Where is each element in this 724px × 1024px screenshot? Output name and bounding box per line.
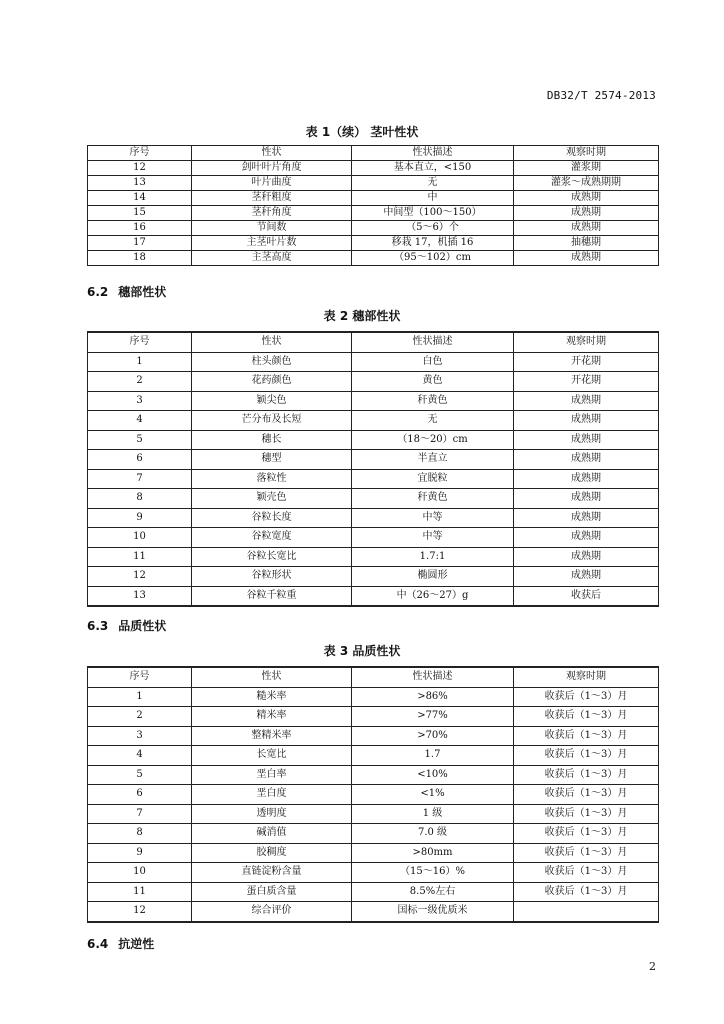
table-cell: 成熟期 [514, 221, 659, 236]
table-row [88, 765, 659, 785]
table-cell: 12 [88, 902, 192, 922]
table-cell: <10% [352, 765, 514, 785]
table-cell: 秆黄色 [352, 391, 514, 411]
table-cell: 节间数 [192, 221, 352, 236]
table-cell: 直链淀粉含量 [192, 863, 352, 883]
section-heading-6-4: 6.4 抗逆性 [87, 937, 155, 951]
table-cell: 抽穗期 [514, 236, 659, 251]
table-cell: 黄色 [352, 372, 514, 392]
col-header: 性状描述 [352, 667, 514, 687]
table-cell: 主茎高度 [192, 251, 352, 266]
table-cell: <1% [352, 785, 514, 805]
table-cell: 1 级 [352, 804, 514, 824]
table-row [88, 843, 659, 863]
table-cell: 穗型 [192, 450, 352, 470]
table-row [88, 469, 659, 489]
table-row [88, 191, 659, 206]
table-cell: 成熟期 [514, 191, 659, 206]
table-cell: 1.7:1 [352, 547, 514, 567]
table-cell: 收获后（1～3）月 [514, 707, 659, 727]
table-row [88, 785, 659, 805]
table-cell: 碱消值 [192, 824, 352, 844]
table-row [88, 824, 659, 844]
table-cell: 成熟期 [514, 528, 659, 548]
table-cell: 柱头颜色 [192, 352, 352, 372]
table-row [88, 221, 659, 236]
table-cell: 收获后（1～3）月 [514, 746, 659, 766]
table-header-row [88, 332, 659, 352]
table-cell: 收获后（1～3）月 [514, 785, 659, 805]
table-cell: 15 [88, 206, 192, 221]
table-row [88, 352, 659, 372]
table-cell: 糙米率 [192, 687, 352, 707]
col-header: 性状描述 [352, 332, 514, 352]
table-cell: 穗长 [192, 430, 352, 450]
table3-caption: 表 3 品质性状 [323, 644, 401, 658]
table-cell: 收获后（1～3）月 [514, 687, 659, 707]
table-cell: >80mm [352, 843, 514, 863]
table-cell: 芒分布及长短 [192, 411, 352, 431]
table-cell: 收获后（1～3）月 [514, 863, 659, 883]
table-cell: 9 [88, 843, 192, 863]
table-row [88, 411, 659, 431]
table-cell: >86% [352, 687, 514, 707]
table-cell: 6 [88, 785, 192, 805]
table-cell [514, 902, 659, 922]
table-row [88, 161, 659, 176]
table-row [88, 391, 659, 411]
table-cell: 颖壳色 [192, 489, 352, 509]
table-cell: 无 [352, 411, 514, 431]
table-cell: 收获后（1～3）月 [514, 804, 659, 824]
table-cell: 4 [88, 411, 192, 431]
table-cell: 成熟期 [514, 430, 659, 450]
table-cell: 成熟期 [514, 567, 659, 587]
table-cell: 11 [88, 547, 192, 567]
table-cell: 13 [88, 586, 192, 606]
table-cell: （5～6）个 [352, 221, 514, 236]
table-cell: 成熟期 [514, 411, 659, 431]
table-cell: 颖尖色 [192, 391, 352, 411]
table-cell: 8.5%左右 [352, 882, 514, 902]
table-header-row [88, 667, 659, 687]
table-cell: 10 [88, 863, 192, 883]
table-cell: （95～102）cm [352, 251, 514, 266]
table-cell: >70% [352, 726, 514, 746]
table-cell: 成熟期 [514, 251, 659, 266]
table-cell: 3 [88, 391, 192, 411]
table-cell: 收获后 [514, 586, 659, 606]
table-cell: 1.7 [352, 746, 514, 766]
table-cell: 基本直立，<150 [352, 161, 514, 176]
table-cell: 秆黄色 [352, 489, 514, 509]
table-cell: 5 [88, 430, 192, 450]
table-cell: 开花期 [514, 352, 659, 372]
table-row [88, 586, 659, 606]
table-cell: 收获后（1～3）月 [514, 824, 659, 844]
table-cell: 国标一级优质米 [352, 902, 514, 922]
section-heading-6-2: 6.2 穗部性状 [87, 285, 167, 299]
col-header: 性状 [192, 332, 352, 352]
table-cell: 垩白度 [192, 785, 352, 805]
table-cell: >77% [352, 707, 514, 727]
table-cell: 开花期 [514, 372, 659, 392]
table-cell: 透明度 [192, 804, 352, 824]
table-row [88, 567, 659, 587]
col-header: 序号 [88, 332, 192, 352]
table-cell: 蛋白质含量 [192, 882, 352, 902]
table-row [88, 804, 659, 824]
col-header: 序号 [88, 146, 192, 161]
table-cell: 中等 [352, 528, 514, 548]
col-header: 性状描述 [352, 146, 514, 161]
table-cell: 成熟期 [514, 206, 659, 221]
table-row [88, 206, 659, 221]
table-row [88, 882, 659, 902]
table-cell: 移栽 17，机插 16 [352, 236, 514, 251]
table-cell: 精米率 [192, 707, 352, 727]
table-cell: 成熟期 [514, 391, 659, 411]
table-cell: 5 [88, 765, 192, 785]
table-cell: 9 [88, 508, 192, 528]
table-cell: 成熟期 [514, 508, 659, 528]
table-row [88, 726, 659, 746]
table-cell: （15～16）% [352, 863, 514, 883]
table-cell: 16 [88, 221, 192, 236]
table-cell: 1 [88, 352, 192, 372]
table-cell: 无 [352, 176, 514, 191]
table-cell: 10 [88, 528, 192, 548]
table-row [88, 547, 659, 567]
table-row [88, 372, 659, 392]
table-cell: 灌浆期 [514, 161, 659, 176]
table-cell: 8 [88, 489, 192, 509]
table-cell: 中 [352, 191, 514, 206]
table-cell: 12 [88, 567, 192, 587]
col-header: 观察时期 [514, 667, 659, 687]
table-cell: 中间型（100～150） [352, 206, 514, 221]
table-cell: 叶片曲度 [192, 176, 352, 191]
table-header-row [88, 146, 659, 161]
table-row [88, 430, 659, 450]
table-row [88, 236, 659, 251]
table-cell: 7 [88, 804, 192, 824]
table-cell: 胶稠度 [192, 843, 352, 863]
table-cell: 收获后（1～3）月 [514, 726, 659, 746]
table-cell: 落粒性 [192, 469, 352, 489]
table-cell: 谷粒形状 [192, 567, 352, 587]
table-cell: 11 [88, 882, 192, 902]
table-cell: 椭圆形 [352, 567, 514, 587]
table-cell: 花药颜色 [192, 372, 352, 392]
table-cell: 成熟期 [514, 489, 659, 509]
table-cell: 茎秆角度 [192, 206, 352, 221]
table-cell: 白色 [352, 352, 514, 372]
table-cell: 宜脱粒 [352, 469, 514, 489]
table2-caption: 表 2 穗部性状 [323, 309, 401, 323]
table-cell: 成熟期 [514, 469, 659, 489]
table-cell: 谷粒长宽比 [192, 547, 352, 567]
col-header: 观察时期 [514, 146, 659, 161]
table3 [87, 666, 659, 923]
table-row [88, 508, 659, 528]
col-header: 观察时期 [514, 332, 659, 352]
document-id: DB32/T 2574-2013 [546, 89, 656, 102]
table1 [87, 145, 659, 266]
page-number: 2 [649, 960, 656, 973]
table-row [88, 863, 659, 883]
table-cell: 1 [88, 687, 192, 707]
table-cell: 谷粒千粒重 [192, 586, 352, 606]
table-row [88, 746, 659, 766]
table-cell: 8 [88, 824, 192, 844]
table-cell: 成熟期 [514, 450, 659, 470]
table-row [88, 489, 659, 509]
table-cell: 7.0 级 [352, 824, 514, 844]
table-cell: 长宽比 [192, 746, 352, 766]
col-header: 序号 [88, 667, 192, 687]
table-cell: 17 [88, 236, 192, 251]
table-cell: 垩白率 [192, 765, 352, 785]
table1-caption: 表 1（续） 茎叶性状 [305, 125, 419, 139]
table-cell: 综合评价 [192, 902, 352, 922]
table-cell: 收获后（1～3）月 [514, 882, 659, 902]
table-row [88, 707, 659, 727]
col-header: 性状 [192, 146, 352, 161]
table-cell: 收获后（1～3）月 [514, 765, 659, 785]
table-cell: 中等 [352, 508, 514, 528]
table-cell: 收获后（1～3）月 [514, 843, 659, 863]
table-row [88, 528, 659, 548]
table-cell: 灌浆～成熟期期 [514, 176, 659, 191]
table-row [88, 251, 659, 266]
table-cell: 谷粒长度 [192, 508, 352, 528]
table-cell: 剑叶叶片角度 [192, 161, 352, 176]
table-row [88, 176, 659, 191]
table-cell: 18 [88, 251, 192, 266]
table-cell: 4 [88, 746, 192, 766]
table-cell: （18～20）cm [352, 430, 514, 450]
table-cell: 2 [88, 372, 192, 392]
table-cell: 半直立 [352, 450, 514, 470]
section-heading-6-3: 6.3 品质性状 [87, 619, 167, 633]
table-cell: 6 [88, 450, 192, 470]
table-cell: 7 [88, 469, 192, 489]
col-header: 性状 [192, 667, 352, 687]
table-row [88, 902, 659, 922]
table-cell: 整精米率 [192, 726, 352, 746]
table-row [88, 687, 659, 707]
table-cell: 谷粒宽度 [192, 528, 352, 548]
table-cell: 中（26～27）g [352, 586, 514, 606]
table-cell: 14 [88, 191, 192, 206]
table-cell: 3 [88, 726, 192, 746]
table-row [88, 450, 659, 470]
table-cell: 主茎叶片数 [192, 236, 352, 251]
table2 [87, 331, 659, 607]
table-cell: 12 [88, 161, 192, 176]
table-cell: 成熟期 [514, 547, 659, 567]
table-cell: 2 [88, 707, 192, 727]
table-cell: 茎秆粗度 [192, 191, 352, 206]
table-cell: 13 [88, 176, 192, 191]
